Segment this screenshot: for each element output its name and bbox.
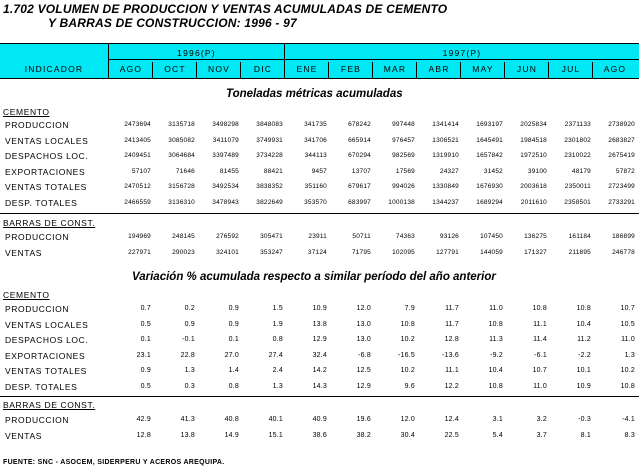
data-cell: 1330849 — [432, 183, 459, 191]
data-cell: 0.9 — [228, 305, 239, 312]
data-cell: 1676930 — [476, 183, 503, 191]
data-cell: 976457 — [392, 136, 415, 144]
data-cell: 3838352 — [256, 183, 283, 191]
data-cell: 27.4 — [268, 351, 283, 359]
data-cell: 8.1 — [580, 432, 591, 439]
data-cell: 22.8 — [180, 351, 195, 359]
data-cell: 24327 — [439, 167, 459, 175]
header-divider — [548, 62, 549, 78]
row-label: VENTAS TOTALES — [5, 182, 87, 193]
data-cell: 10.5 — [620, 320, 635, 328]
data-cell: 10.8 — [400, 320, 415, 328]
data-cell: 1306521 — [432, 136, 459, 144]
data-cell: -0.1 — [182, 336, 195, 343]
data-cell: 11.4 — [533, 336, 547, 343]
data-cell: 39100 — [527, 167, 547, 175]
data-cell: 2466559 — [124, 199, 151, 206]
data-cell: 2003618 — [520, 183, 547, 191]
table-row — [0, 151, 639, 165]
row-label: DESPACHOS LOC. — [5, 335, 89, 345]
data-cell: 0.1 — [140, 336, 151, 343]
table-row — [0, 182, 639, 196]
row-label: VENTAS TOTALES — [5, 366, 87, 376]
data-cell: 127791 — [436, 249, 459, 256]
data-cell: 3848083 — [256, 121, 283, 128]
data-cell: 40.1 — [268, 416, 283, 423]
data-cell: 3085082 — [168, 136, 195, 144]
data-cell: 227971 — [128, 249, 151, 256]
data-cell: 3.7 — [536, 432, 547, 439]
data-cell: 351160 — [304, 183, 327, 191]
table-row — [0, 136, 639, 150]
data-cell: 8.3 — [624, 432, 635, 439]
data-cell: 1689294 — [476, 199, 503, 206]
data-cell: -2.2 — [578, 351, 591, 359]
data-cell: 353570 — [304, 199, 327, 206]
data-cell: 57872 — [615, 167, 635, 175]
data-cell: -9.2 — [490, 351, 503, 359]
header-divider — [152, 62, 153, 78]
row-separator — [0, 213, 639, 214]
header-month: ABR — [428, 64, 450, 74]
table-row — [0, 167, 639, 181]
table-row — [0, 198, 639, 212]
data-cell: 30.4 — [400, 432, 415, 439]
row-separator — [0, 396, 639, 397]
section-title-tonnage: Toneladas métricas acumuladas — [226, 88, 403, 100]
data-cell: 194969 — [128, 233, 151, 240]
data-cell: 670294 — [348, 152, 371, 160]
table-row — [0, 351, 639, 365]
data-cell: 11.7 — [445, 305, 459, 312]
data-cell: 2011610 — [520, 199, 547, 206]
data-cell: 23911 — [308, 233, 327, 240]
data-cell: 50711 — [352, 233, 371, 240]
data-cell: 19.6 — [356, 416, 371, 423]
data-cell: 74363 — [395, 233, 415, 240]
group-label-barras: BARRAS DE CONST. — [3, 400, 96, 410]
table-row — [0, 248, 639, 262]
data-cell: 2683827 — [608, 136, 635, 144]
data-cell: 1344237 — [432, 199, 459, 206]
data-cell: 1.3 — [184, 367, 195, 374]
data-cell: 13.0 — [356, 336, 371, 343]
data-cell: 14.9 — [224, 432, 239, 439]
data-cell: 15.1 — [268, 432, 283, 439]
data-cell: 136275 — [524, 233, 547, 240]
row-label: VENTAS LOCALES — [5, 319, 89, 330]
header-year-1997: 1997(P) — [285, 48, 639, 60]
data-cell: 10.2 — [620, 367, 635, 374]
data-cell: 41.3 — [180, 416, 195, 423]
data-cell: 31452 — [483, 167, 503, 175]
data-cell: 341706 — [304, 136, 327, 144]
data-cell: 305471 — [260, 233, 283, 240]
data-cell: 10.7 — [532, 367, 547, 374]
data-cell: 10.1 — [576, 367, 591, 374]
data-cell: 71795 — [351, 249, 371, 256]
data-cell: 32.4 — [312, 351, 327, 359]
data-cell: 14.2 — [312, 367, 327, 374]
section-title-variation: Variación % acumulada respecto a similar período del año anterior — [132, 271, 496, 283]
header-divider — [372, 62, 373, 78]
data-cell: 0.2 — [184, 305, 195, 312]
data-cell: 171327 — [524, 249, 547, 256]
data-cell: 23.1 — [136, 351, 151, 359]
data-cell: 17569 — [395, 167, 415, 175]
header-month: NOV — [207, 64, 231, 74]
header-month: FEB — [340, 64, 362, 74]
table-row — [0, 320, 639, 334]
row-label: VENTAS — [5, 431, 42, 441]
data-cell: 1.3 — [272, 382, 283, 390]
header-divider — [196, 62, 197, 78]
data-cell: 3397489 — [212, 152, 239, 160]
row-label: PRODUCCION — [5, 232, 70, 242]
data-cell: 3411079 — [212, 136, 239, 144]
data-cell: 12.2 — [444, 382, 459, 390]
title-line-1: 1.702 VOLUMEN DE PRODUCCION Y VENTAS ACUMULADAS DE CEMENTO — [3, 2, 448, 16]
data-cell: -0.3 — [578, 416, 591, 423]
data-cell: 2733291 — [608, 199, 635, 206]
data-cell: 38.2 — [356, 432, 371, 439]
data-cell: 3492534 — [212, 183, 239, 191]
data-cell: 324101 — [216, 249, 239, 256]
data-cell: 71646 — [175, 167, 195, 175]
header-indicador: INDICADOR — [24, 64, 84, 74]
data-cell: 13707 — [351, 167, 371, 175]
data-cell: 0.9 — [184, 320, 195, 328]
table-row — [0, 366, 639, 380]
data-cell: 10.2 — [400, 367, 415, 374]
group-label-cemento: CEMENTO — [3, 290, 50, 300]
data-cell: -4.1 — [622, 416, 635, 423]
data-cell: 665914 — [348, 136, 371, 144]
data-cell: 2358501 — [564, 199, 591, 206]
data-cell: 2371133 — [564, 121, 591, 128]
data-cell: 1984518 — [520, 136, 547, 144]
data-cell: 3.2 — [536, 416, 547, 423]
table-header — [0, 43, 639, 79]
data-cell: 3.1 — [492, 416, 503, 423]
group-label-barras: BARRAS DE CONST. — [3, 218, 96, 228]
data-cell: 1693197 — [476, 121, 503, 128]
data-cell: -16.5 — [398, 351, 415, 359]
data-cell: 9457 — [311, 167, 327, 175]
data-cell: 3822649 — [256, 199, 283, 206]
data-cell: 10.8 — [620, 382, 635, 390]
row-label: PRODUCCION — [5, 415, 70, 425]
group-label-cemento: CEMENTO — [3, 107, 50, 117]
data-cell: 994026 — [392, 183, 415, 191]
row-label: PRODUCCION — [5, 304, 70, 314]
data-cell: 22.5 — [444, 432, 459, 439]
header-month: JUL — [561, 64, 581, 74]
table-row — [0, 431, 639, 445]
header-month: ENE — [296, 64, 318, 74]
data-cell: 0.5 — [140, 382, 151, 390]
row-label: DESP. TOTALES — [5, 381, 78, 392]
data-cell: 683997 — [348, 199, 371, 206]
data-cell: 2413405 — [124, 136, 151, 144]
data-cell: 161184 — [568, 233, 591, 240]
data-cell: 0.7 — [140, 305, 151, 312]
header-divider — [416, 62, 417, 78]
data-cell: 10.9 — [576, 382, 591, 390]
data-cell: 11.1 — [533, 320, 547, 328]
title-line-2: Y BARRAS DE CONSTRUCCION: 1996 - 97 — [48, 16, 297, 30]
data-cell: 0.5 — [140, 320, 151, 328]
data-cell: 1.9 — [272, 320, 283, 328]
data-cell: 13.8 — [312, 320, 327, 328]
table-row — [0, 304, 639, 318]
row-label: PRODUCCION — [5, 120, 70, 130]
data-cell: 11.1 — [445, 367, 459, 374]
data-cell: 3135718 — [168, 121, 195, 128]
table-row — [0, 120, 639, 134]
data-cell: 0.8 — [228, 382, 239, 390]
data-cell: 11.2 — [577, 336, 591, 343]
table-title — [3, 2, 447, 30]
data-cell: 93126 — [439, 233, 459, 240]
data-cell: 12.0 — [400, 416, 415, 423]
data-cell: 2723499 — [608, 183, 635, 191]
data-cell: 12.9 — [312, 336, 327, 343]
table-row — [0, 382, 639, 396]
header-month: AGO — [119, 64, 143, 74]
data-cell: 2350011 — [564, 183, 591, 191]
data-cell: 1972510 — [520, 152, 547, 160]
data-cell: 0.9 — [140, 367, 151, 374]
data-cell: 12.9 — [356, 382, 371, 390]
data-cell: 3749931 — [256, 136, 283, 144]
data-cell: 353247 — [260, 249, 283, 256]
data-cell: 9.6 — [404, 382, 415, 390]
data-cell: 11.0 — [533, 382, 547, 390]
data-cell: 246778 — [612, 249, 635, 256]
data-cell: 290023 — [172, 249, 195, 256]
data-cell: 344113 — [304, 152, 327, 160]
table-row — [0, 335, 639, 349]
data-cell: 88421 — [263, 167, 283, 175]
row-label: DESPACHOS LOC. — [5, 151, 89, 162]
header-year-1996: 1996(P) — [109, 48, 284, 60]
header-month: AGO — [603, 64, 627, 74]
data-cell: 12.8 — [444, 336, 459, 343]
row-label: EXPORTACIONES — [5, 166, 86, 177]
data-cell: 12.5 — [356, 367, 371, 374]
data-cell: -6.8 — [358, 351, 371, 359]
data-cell: 42.9 — [136, 416, 151, 423]
data-cell: 107450 — [480, 233, 503, 240]
data-cell: 81455 — [219, 167, 239, 175]
data-cell: 276592 — [216, 233, 239, 240]
data-cell: 2.4 — [272, 367, 283, 374]
header-month: OCT — [164, 64, 186, 74]
data-cell: 1645491 — [476, 136, 503, 144]
data-cell: 0.3 — [184, 382, 195, 390]
row-label: EXPORTACIONES — [5, 350, 86, 361]
data-cell: 10.9 — [312, 305, 327, 312]
data-cell: 1657842 — [476, 152, 503, 160]
data-cell: 0.1 — [228, 336, 239, 343]
data-cell: 186899 — [612, 233, 635, 240]
data-cell: 48179 — [571, 167, 591, 175]
data-cell: 10.8 — [488, 382, 503, 390]
data-cell: 1319910 — [432, 152, 459, 160]
data-cell: 10.8 — [576, 305, 591, 312]
data-cell: 12.0 — [356, 305, 371, 312]
data-cell: 40.9 — [312, 416, 327, 423]
header-divider — [328, 62, 329, 78]
data-cell: 11.3 — [489, 336, 503, 343]
header-divider — [240, 62, 241, 78]
data-cell: 997448 — [392, 121, 415, 128]
data-cell: -13.6 — [442, 351, 459, 359]
header-month: MAY — [472, 64, 494, 74]
data-cell: 1341414 — [432, 121, 459, 128]
data-cell: 678242 — [348, 121, 371, 128]
data-cell: 3136310 — [168, 199, 195, 206]
data-cell: 144059 — [480, 249, 503, 256]
data-cell: 11.7 — [445, 320, 459, 328]
data-cell: 13.8 — [180, 432, 195, 439]
data-cell: 3478943 — [212, 199, 239, 206]
data-cell: 12.8 — [136, 432, 151, 439]
row-label: VENTAS LOCALES — [5, 135, 89, 146]
data-cell: -6.1 — [534, 351, 547, 359]
data-cell: 3498298 — [212, 121, 239, 128]
data-cell: 11.0 — [621, 336, 635, 343]
data-cell: 7.9 — [404, 305, 415, 312]
table-row — [0, 232, 639, 246]
data-cell: 10.8 — [532, 305, 547, 312]
table-row — [0, 415, 639, 429]
data-cell: 2025834 — [520, 121, 547, 128]
data-cell: 10.4 — [488, 367, 503, 374]
data-cell: 3156728 — [168, 183, 195, 191]
data-cell: 0.9 — [228, 320, 239, 328]
data-cell: 12.4 — [444, 416, 459, 423]
header-divider — [504, 62, 505, 78]
data-cell: 1000138 — [388, 199, 415, 206]
data-cell: 2675419 — [608, 152, 635, 160]
data-cell: 40.8 — [224, 416, 239, 423]
row-label: VENTAS — [5, 248, 42, 258]
data-cell: 38.6 — [312, 432, 327, 439]
data-cell: 982569 — [392, 152, 415, 160]
data-cell: 1.5 — [272, 305, 283, 312]
header-divider — [592, 62, 593, 78]
data-cell: 5.4 — [492, 432, 503, 439]
data-cell: 10.4 — [576, 320, 591, 328]
header-month: JUN — [516, 64, 538, 74]
data-cell: 2310022 — [564, 152, 591, 160]
data-cell: 2301802 — [564, 136, 591, 144]
source-note: FUENTE: SNC - ASOCEM, SIDERPERU Y ACEROS AREQUIPA. — [3, 459, 225, 466]
data-cell: 10.2 — [400, 336, 415, 343]
data-cell: 102095 — [392, 249, 415, 256]
data-cell: 341735 — [304, 121, 327, 128]
data-cell: 1.3 — [624, 351, 635, 359]
data-cell: 3734228 — [256, 152, 283, 160]
data-cell: 10.7 — [620, 305, 635, 312]
data-cell: 57107 — [131, 167, 151, 175]
data-cell: 3064684 — [168, 152, 195, 160]
data-cell: 248145 — [172, 233, 195, 240]
data-cell: 37124 — [307, 249, 327, 256]
data-cell: 2738920 — [608, 121, 635, 128]
data-cell: 679617 — [348, 183, 371, 191]
data-cell: 211895 — [568, 249, 591, 256]
data-cell: 2473694 — [124, 121, 151, 128]
header-month: DIC — [253, 64, 273, 74]
data-cell: 2470512 — [124, 183, 151, 191]
data-cell: 2409451 — [124, 152, 151, 160]
data-cell: 1.4 — [228, 367, 239, 374]
data-cell: 14.3 — [312, 382, 327, 390]
data-cell: 11.0 — [489, 305, 503, 312]
header-divider — [460, 62, 461, 78]
row-label: DESP. TOTALES — [5, 198, 78, 208]
data-cell: 0.8 — [272, 336, 283, 343]
data-cell: 10.8 — [488, 320, 503, 328]
header-month: MAR — [383, 64, 407, 74]
data-cell: 13.0 — [356, 320, 371, 328]
data-cell: 27.0 — [224, 351, 239, 359]
